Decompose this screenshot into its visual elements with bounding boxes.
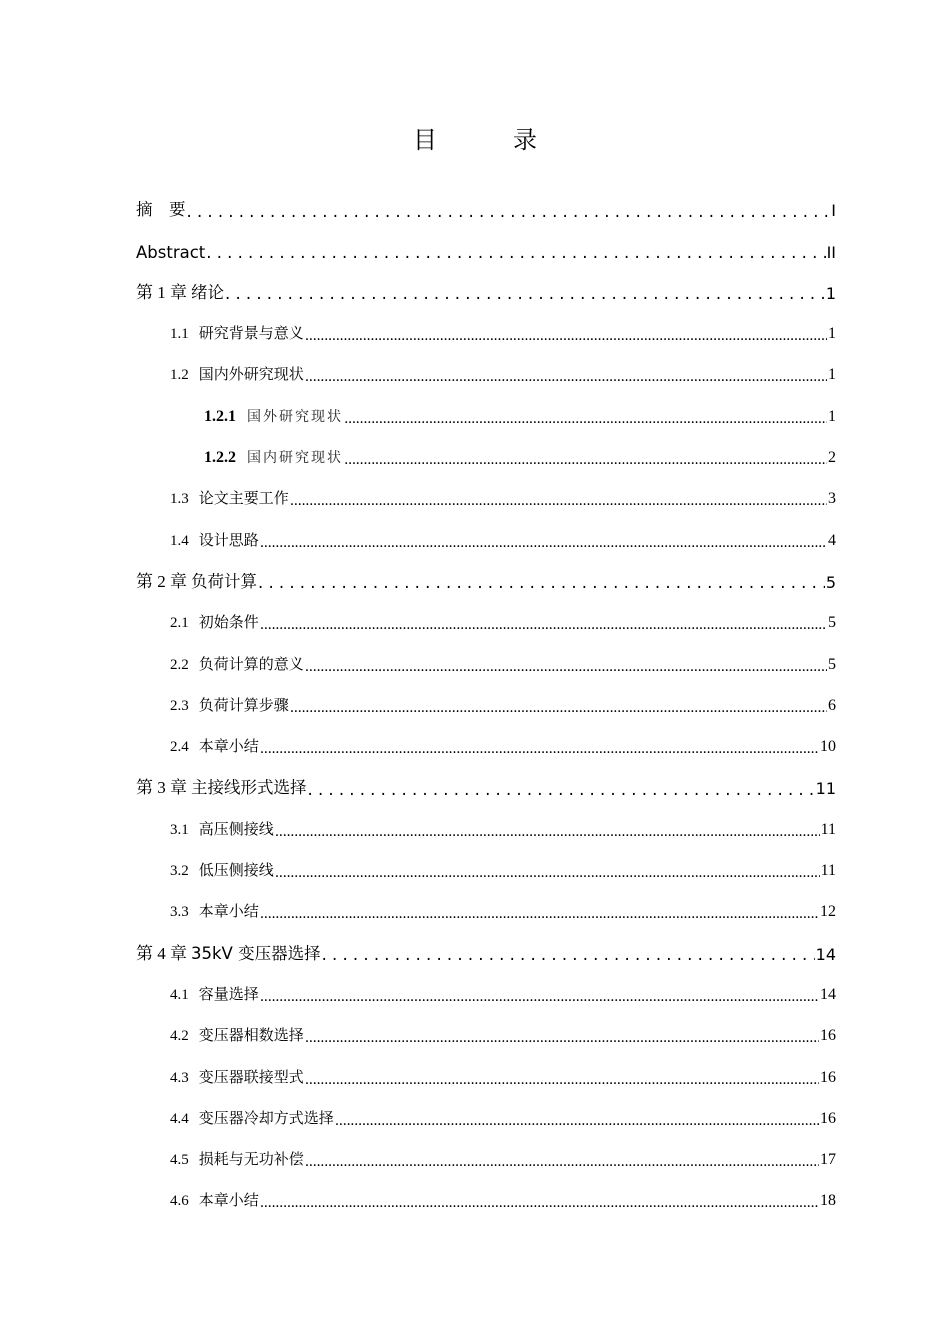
toc-entry-label [136,243,205,262]
toc-entry[interactable] [136,558,836,599]
toc-entry-page-number: 16 [820,1109,836,1127]
toc-entry-page-number: 5 [828,614,836,632]
toc-entry[interactable] [136,516,836,557]
toc-entry-label [170,1148,304,1169]
toc-entry-page-number: 18 [820,1192,836,1210]
toc-entry-number: 4.1 [170,986,189,1003]
toc-entry-title: 负荷计算 [191,571,257,591]
toc-entry-number: 1.2.1 [204,407,236,425]
toc-entry-page-number: II [826,242,836,262]
toc-entry-page-number: 16 [820,1027,836,1045]
toc-entry[interactable] [136,434,836,475]
toc-entry[interactable] [136,1053,836,1094]
toc-entry-label [170,363,304,384]
toc-entry-title: 低压侧接线 [198,861,274,880]
toc-entry-number: 1.2 [170,367,189,384]
toc-entry-title: 本章小结 [198,902,259,921]
toc-entry-title: 负荷计算步骤 [198,695,289,714]
toc-entry[interactable] [136,805,836,846]
toc-entry[interactable] [136,310,836,351]
toc-entry-label [136,196,186,220]
toc-dot-leader [335,1113,819,1128]
toc-entry-title: 论文主要工作 [198,489,289,508]
toc-dot-leader [260,741,819,756]
toc-entry-label [204,406,343,426]
toc-entry-page-number: 6 [828,696,836,714]
toc-title: 目 录 [413,126,563,154]
toc-entry-page-number: 1 [828,325,836,343]
toc-entry-page-number: 11 [820,820,836,838]
toc-entry-page-number: 14 [815,944,836,964]
toc-entry-label [204,447,343,467]
toc-entry[interactable] [136,186,836,227]
toc-entry-page-number: 16 [820,1068,836,1086]
toc-entry-page-number: 12 [820,903,836,921]
toc-entry-number: 第 3 章 [136,778,187,798]
toc-entry[interactable] [136,640,836,681]
toc-dot-leader [260,617,827,632]
toc-entry-title: 绪论 [191,282,224,302]
toc-dot-leader [260,535,827,550]
toc-entry-number: 1.3 [170,491,189,508]
toc-entry-number: 4.5 [170,1152,189,1169]
toc-entry-label [136,773,307,798]
toc-entry-title: 本章小结 [198,1191,259,1210]
toc-entry[interactable] [136,599,836,640]
toc-dot-leader [225,286,825,303]
toc-entry[interactable] [136,888,836,929]
toc-entry[interactable] [136,682,836,723]
toc-entry-number: 4.2 [170,1028,189,1045]
toc-entry[interactable] [136,1095,836,1136]
toc-entry[interactable] [136,351,836,392]
toc-entry[interactable] [136,227,836,268]
toc-entry-label [136,939,321,964]
toc-entry-number: 3.1 [170,821,189,838]
toc-dot-leader [344,453,827,467]
toc-dot-leader [260,989,819,1004]
toc-entry-title: 国内外研究现状 [198,365,304,384]
toc-entry[interactable] [136,971,836,1012]
toc-entry-title: 摘 要 [136,200,186,220]
toc-dot-leader [187,204,831,221]
toc-entry-title: 国外研究现状 [247,408,343,425]
toc-entry-number: 3.2 [170,863,189,880]
toc-entry-label [170,1189,259,1210]
toc-entry-label [170,900,259,921]
toc-entry-number: 第 4 章 [136,943,187,963]
toc-entry-number: 1.2.2 [204,449,236,467]
toc-entry-label [170,735,259,756]
toc-dot-leader [344,412,827,426]
toc-entry-title: 损耗与无功补偿 [198,1150,304,1169]
toc-entry-label [170,983,259,1004]
toc-entry[interactable] [136,723,836,764]
toc-dot-leader [305,1030,819,1045]
toc-entry[interactable] [136,847,836,888]
toc-entry-page-number: 1 [825,283,836,303]
toc-entry-label [170,611,259,632]
toc-entry-page-number: 11 [815,779,836,799]
toc-entry[interactable] [136,475,836,516]
toc-dot-leader [290,493,827,508]
toc-entry-number: 3.3 [170,904,189,921]
toc-entry-number: 第 1 章 [136,282,187,302]
toc-dot-leader [290,700,827,715]
toc-entry-number: 4.3 [170,1069,189,1086]
toc-entry-number: 第 2 章 [136,571,187,591]
toc-entry-number: 4.4 [170,1110,189,1127]
toc-entry-number: 2.2 [170,656,189,673]
toc-entry-title: 容量选择 [198,984,259,1003]
toc-entry-label [136,567,257,592]
toc-entry-page-number: 1 [828,407,836,425]
toc-entry-title: 变压器冷却方式选择 [198,1108,334,1127]
toc-entry-label [170,818,274,839]
toc-entry-label [170,694,289,715]
toc-dot-leader [305,1072,819,1087]
toc-entry-number: 1.4 [170,532,189,549]
toc-entry-title: Abstract [136,242,206,262]
toc-dot-leader [206,245,825,262]
toc-entry-label [170,1066,304,1087]
toc-entry-page-number: I [831,201,836,221]
toc-entry-page-number: 17 [820,1151,836,1169]
toc-entry-label [170,322,304,343]
toc-dot-leader [260,1195,819,1210]
toc-entry-number: 2.1 [170,615,189,632]
toc-entry-label [170,653,304,674]
toc-entry-label [170,859,274,880]
toc-entry-page-number: 1 [828,366,836,384]
toc-entry[interactable] [136,1136,836,1177]
toc-entry-page-number: 14 [820,985,836,1003]
toc-entry-page-number: 4 [828,531,836,549]
toc-entry-number: 1.1 [170,326,189,343]
toc-entry-title: 高压侧接线 [198,819,274,838]
toc-dot-leader [275,824,820,839]
toc-dot-leader [260,906,819,921]
toc-dot-leader [308,782,815,799]
toc-entry-title: 主接线形式选择 [191,778,307,798]
toc-dot-leader [305,1154,819,1169]
toc-entry[interactable] [136,269,836,310]
toc-entry-label [170,487,289,508]
toc-entry-number: 2.3 [170,697,189,714]
toc-entry-title: 负荷计算的意义 [198,654,304,673]
toc-entry-page-number: 3 [828,490,836,508]
toc-entry-page-number: 2 [828,449,836,467]
toc-entry[interactable] [136,929,836,970]
toc-entry-label [170,1024,304,1045]
toc-entry-title: 变压器联接型式 [198,1067,304,1086]
toc-dot-leader [305,328,827,343]
toc-dot-leader [275,865,820,880]
toc-entry-title: 本章小结 [198,737,259,756]
toc-entry-page-number: 5 [828,655,836,673]
toc-entry-label [170,1107,334,1128]
toc-entry-title: 设计思路 [198,530,259,549]
toc-entry-title: 35kV 变压器选择 [191,943,321,963]
toc-dot-leader [305,369,827,384]
toc-entry-title: 研究背景与意义 [198,324,304,343]
toc-entry-page-number: 11 [820,862,836,880]
toc-dot-leader [305,659,827,674]
toc-dot-leader [258,575,825,592]
toc-entry[interactable] [136,1012,836,1053]
toc-entry-title: 变压器相数选择 [198,1026,304,1045]
toc-entry[interactable] [136,392,836,433]
toc-entry-page-number: 10 [820,738,836,756]
toc-entry[interactable] [136,1177,836,1218]
toc-entry-number: 2.4 [170,739,189,756]
toc-entry-title: 初始条件 [198,613,259,632]
toc-dot-leader [322,947,815,964]
toc-entry-number: 4.6 [170,1193,189,1210]
table-of-contents [136,186,836,1218]
toc-entry-title: 国内研究现状 [247,450,343,467]
toc-entry-label [170,529,259,550]
toc-entry[interactable] [136,764,836,805]
toc-entry-page-number: 5 [825,572,836,592]
toc-entry-label [136,278,224,303]
